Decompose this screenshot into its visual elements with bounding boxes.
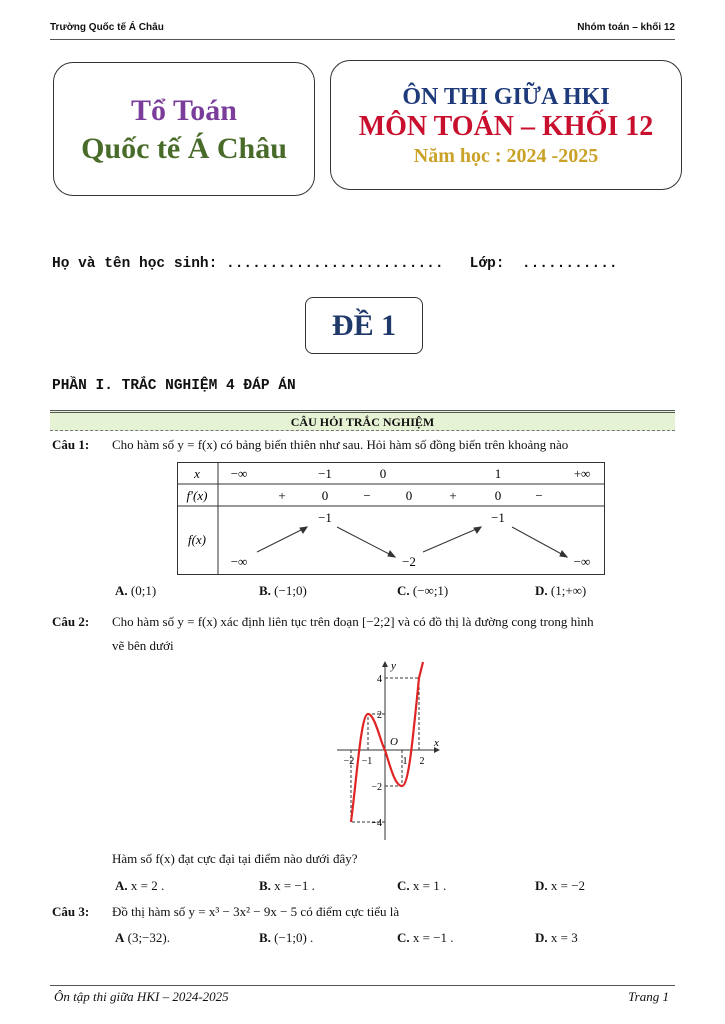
vt-fp-zero: 0 <box>321 488 329 503</box>
q2-answer-c[interactable]: C. x = 1 . <box>397 878 447 893</box>
vt-x-value: −1 <box>318 466 332 481</box>
vt-fp-sign: + <box>278 488 286 503</box>
q2-text-cont: vẽ bên dưới <box>112 638 174 653</box>
q1-answer-b[interactable]: B. (−1;0) <box>259 583 307 598</box>
exam-info-box <box>330 60 682 190</box>
q2-answer-b[interactable]: B. x = −1 . <box>259 878 315 893</box>
q2-answer-d[interactable]: D. x = −2 <box>535 878 586 893</box>
school-year: Năm học : 2024 -2025 <box>413 145 599 167</box>
q2-text: Cho hàm số y = f(x) xác định liên tục trên đoạn [−2;2] và có đồ thị là đường cong trong hình <box>112 614 594 629</box>
q2-question: Hàm số f(x) đạt cực đại tại điểm nào dưới đây? <box>112 851 358 866</box>
vt-f-value: −1 <box>491 510 505 525</box>
vt-arrow-down <box>512 527 567 557</box>
exam-type: ÔN THI GIỮA HKI <box>402 84 610 110</box>
q3-answer-a[interactable]: A (3;−32). <box>115 930 170 945</box>
graph-tick: −1 <box>361 756 373 767</box>
q1-answer-c[interactable]: C. (−∞;1) <box>397 583 449 598</box>
vt-fp-label: f′(x) <box>186 488 208 503</box>
vt-arrow-down <box>337 527 395 557</box>
vt-x-value: 1 <box>494 466 502 481</box>
vt-x-label: x <box>194 466 200 481</box>
vt-fp-sign: − <box>363 488 371 503</box>
vt-f-value: −2 <box>402 554 416 569</box>
graph-tick: 2 <box>419 756 425 767</box>
vt-f-value: −1 <box>318 510 332 525</box>
school-name: Quốc tế Á Châu <box>81 132 287 165</box>
q3-number: Câu 3: <box>52 904 90 919</box>
q2-number: Câu 2: <box>52 614 90 629</box>
footer-title: Ôn tập thi giữa HKI – 2024-2025 <box>54 989 229 1004</box>
header-school: Trường Quốc tế Á Châu <box>50 22 164 33</box>
graph-tick: 4 <box>377 674 382 685</box>
header-group: Nhóm toán – khối 12 <box>577 22 675 33</box>
page-number: Trang 1 <box>628 989 669 1004</box>
q3-answer-b[interactable]: B. (−1;0) . <box>259 930 314 945</box>
q3-answer-c[interactable]: C. x = −1 . <box>397 930 454 945</box>
vt-fp-zero: 0 <box>405 488 413 503</box>
department-box <box>53 62 315 196</box>
q1-number: Câu 1: <box>52 437 90 452</box>
q1-answer-d[interactable]: D. (1;+∞) <box>535 583 587 598</box>
vt-f-value: −∞ <box>573 554 591 569</box>
section-band: CÂU HỎI TRẮC NGHIỆM <box>50 410 675 431</box>
graph-tick: −2 <box>371 782 382 793</box>
q3-answer-d[interactable]: D. x = 3 <box>535 930 578 945</box>
vt-x-value: −∞ <box>230 466 248 481</box>
vt-fp-zero: 0 <box>494 488 502 503</box>
q3-text: Đồ thị hàm số y = x³ − 3x² − 9x − 5 có điểm cực tiểu là <box>112 904 400 919</box>
vt-f-label: f(x) <box>187 532 207 547</box>
exam-title: ĐỀ 1 <box>305 297 423 354</box>
graph-origin: O <box>390 736 398 748</box>
graph-y-label: y <box>391 660 396 672</box>
vt-fp-sign: − <box>535 488 543 503</box>
function-graph <box>335 656 445 842</box>
variation-table <box>177 462 605 575</box>
page-footer <box>50 985 675 1004</box>
graph-tick: 2 <box>377 710 382 721</box>
graph-tick: −4 <box>371 818 382 829</box>
q1-answer-a[interactable]: A. (0;1) <box>115 583 157 598</box>
graph-tick: 1 <box>402 756 408 767</box>
q1-text: Cho hàm số y = f(x) có bảng biến thiên như sau. Hỏi hàm số đồng biến trên khoảng nào <box>112 437 569 452</box>
graph-x-label: x <box>434 737 439 749</box>
vt-f-value: −∞ <box>230 554 248 569</box>
vt-fp-sign: + <box>449 488 457 503</box>
subject-title: MÔN TOÁN – KHỐI 12 <box>358 111 654 142</box>
vt-arrow-up <box>257 527 307 552</box>
student-info-line: Họ và tên học sinh: ......................... Lớp: ........... <box>52 256 618 272</box>
graph-tick: −2 <box>343 756 355 767</box>
part-title: PHẦN I. TRẮC NGHIỆM 4 ĐÁP ÁN <box>52 378 296 394</box>
curve <box>351 662 423 822</box>
page-header <box>50 20 675 40</box>
department-title: Tổ Toán <box>131 94 237 127</box>
q2-answer-a[interactable]: A. x = 2 . <box>115 878 165 893</box>
vt-x-value: +∞ <box>573 466 591 481</box>
vt-arrow-up <box>423 527 481 552</box>
vt-x-value: 0 <box>379 466 387 481</box>
